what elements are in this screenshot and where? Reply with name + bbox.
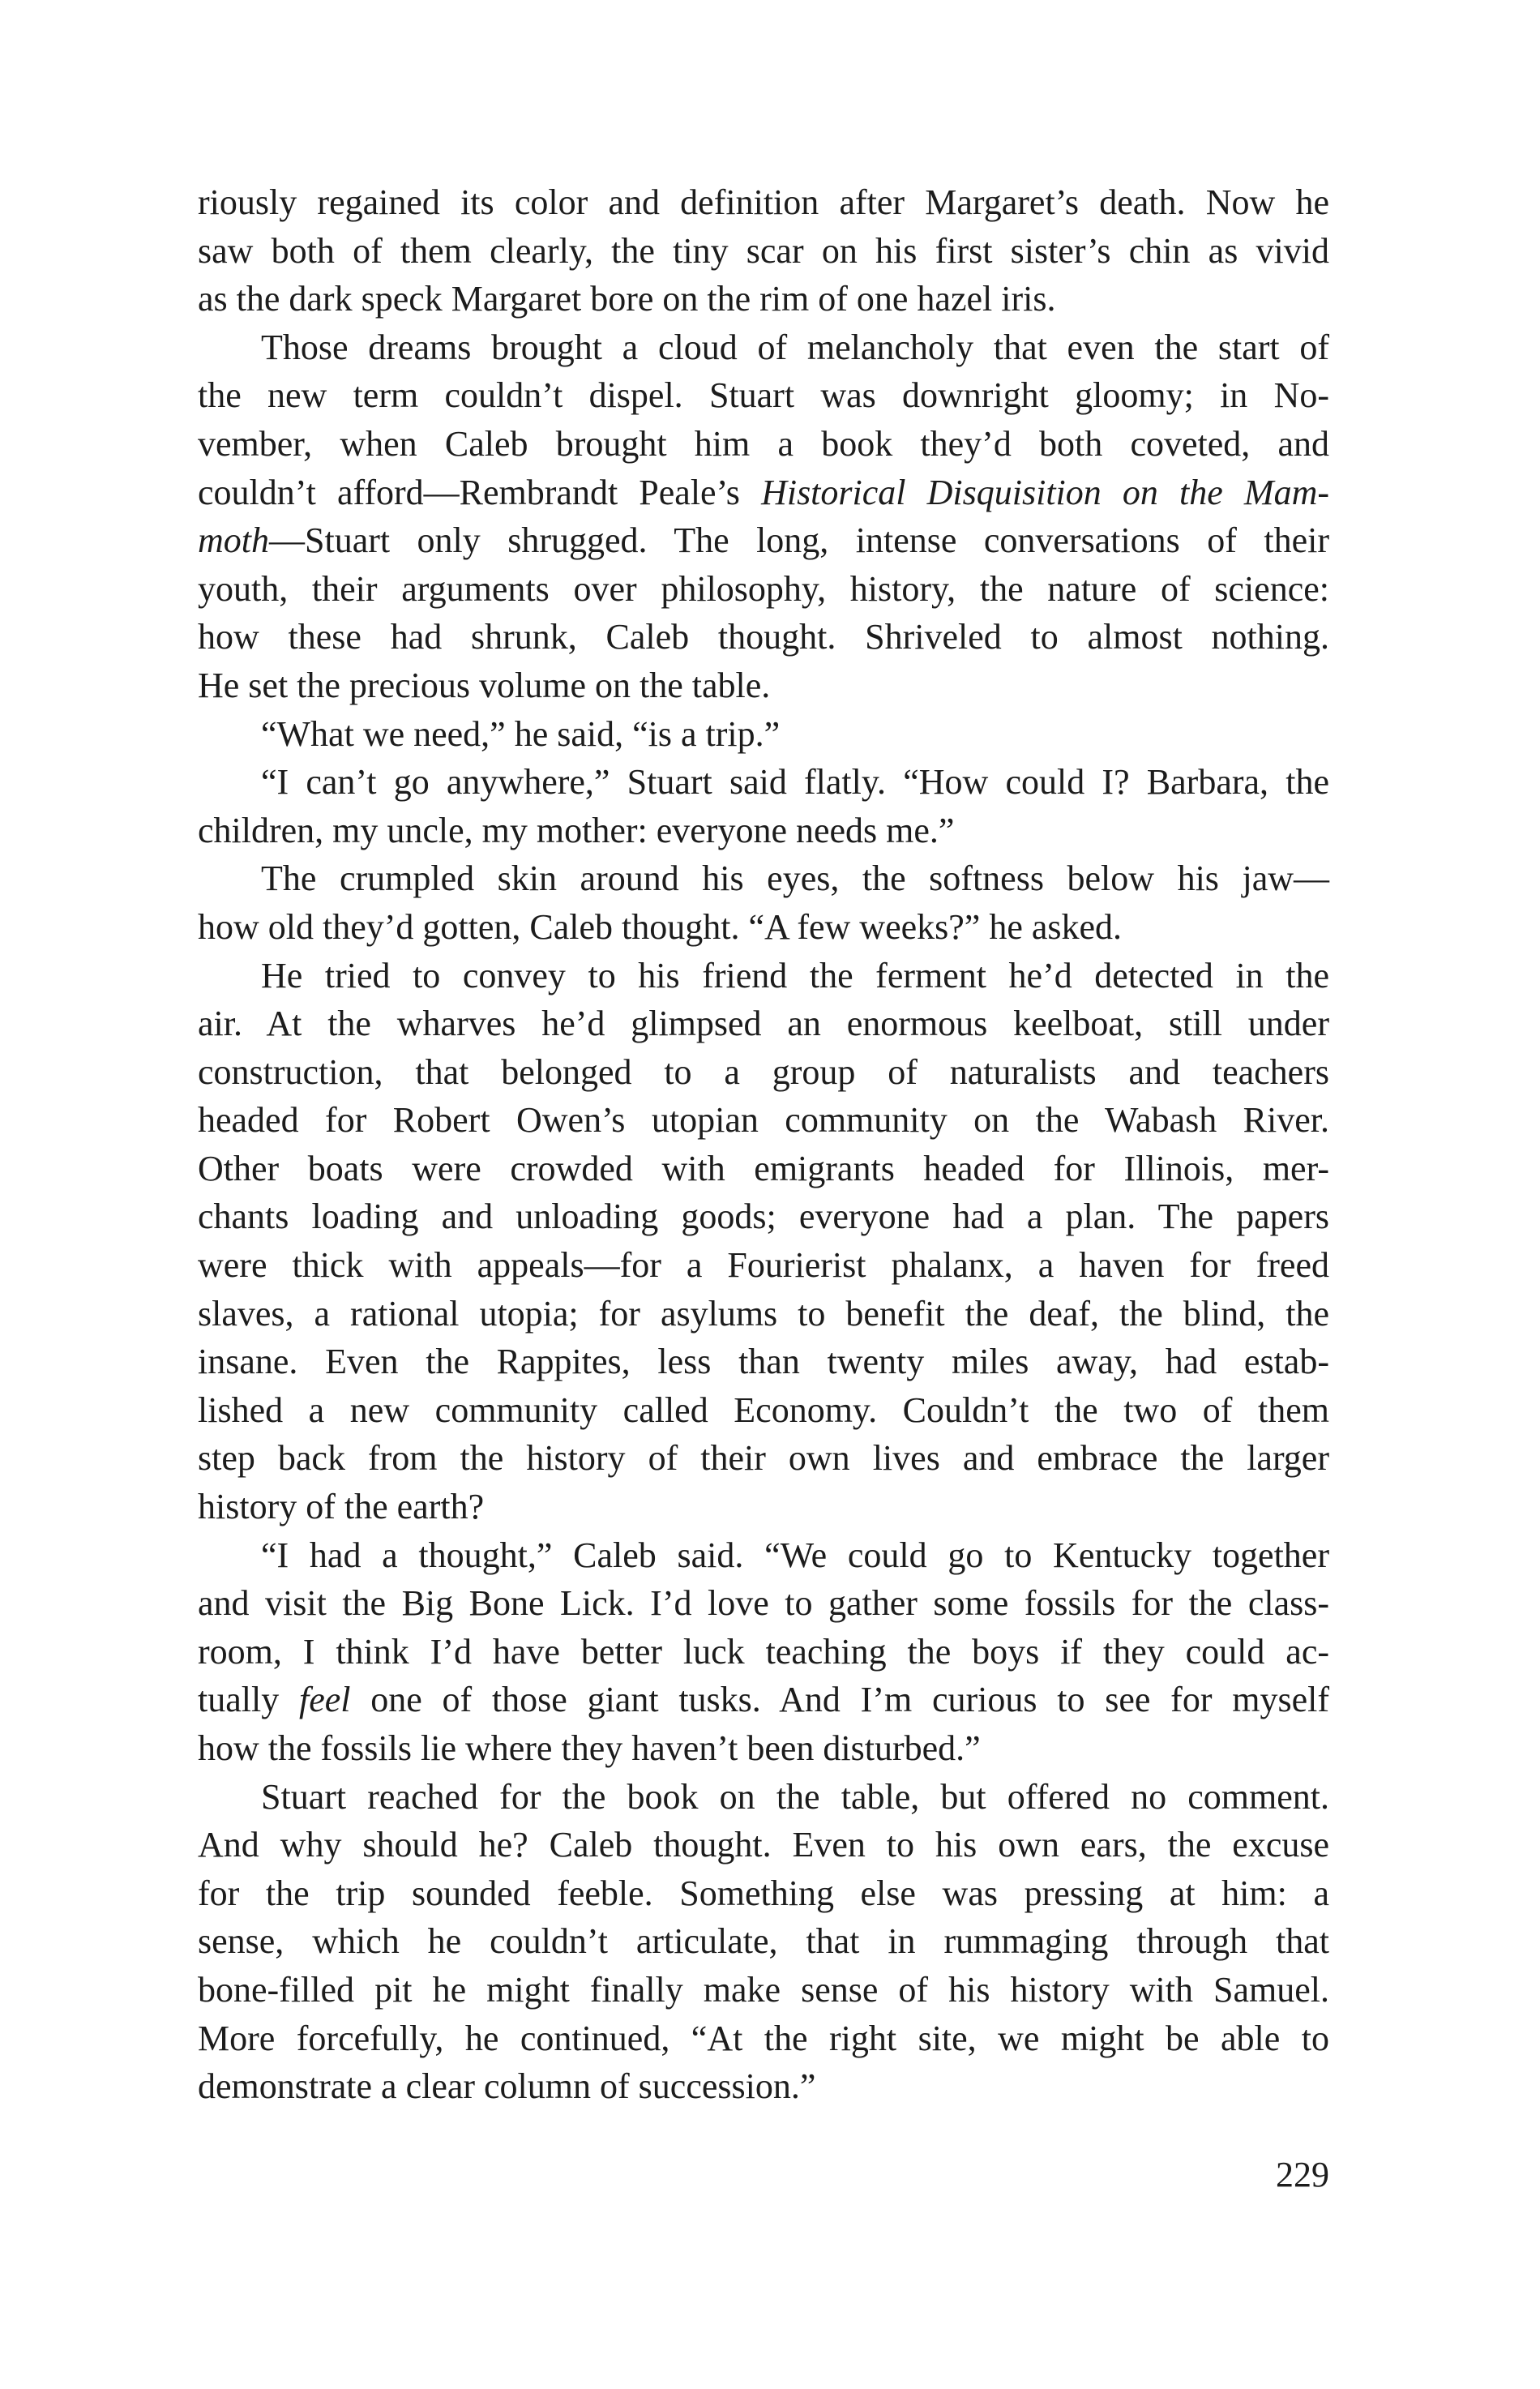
book-title-italic: moth <box>198 520 269 561</box>
text-line: Other boats were crowded with emigrants headed for Illinois, mer- <box>198 1148 1329 1188</box>
text-line: construction, that belonged to a group of naturalists and teachers <box>198 1051 1329 1092</box>
text-line: how old they’d gotten, Caleb thought. “A few weeks?” he asked. <box>198 906 1123 947</box>
text-line: how these had shrunk, Caleb thought. Shriveled to almost nothing. <box>198 617 1329 657</box>
text-line: for the trip sounded feeble. Something else was pressing at him: a <box>198 1873 1329 1913</box>
text-line: history of the earth? <box>198 1487 485 1527</box>
text-line: “I can’t go anywhere,” Stuart said flatly. “How could I? Barbara, the <box>261 762 1329 803</box>
text-line: sense, which he couldn’t articulate, that in rummaging through that <box>198 1921 1329 1962</box>
text-line <box>198 469 1329 517</box>
text-line: Those dreams brought a cloud of melancholy that even the start of <box>261 327 1329 367</box>
text-line: headed for Robert Owen’s utopian community on the Wabash River. <box>198 1100 1329 1141</box>
text-line: were thick with appeals—for a Fourierist phalanx, a haven for freed <box>198 1245 1329 1286</box>
text-line: room, I think I’d have better luck teaching the boys if they could ac- <box>198 1631 1329 1672</box>
text-line: He tried to convey to his friend the ferment he’d detected in the <box>261 955 1329 995</box>
text-span: tually <box>198 1680 299 1720</box>
text-line: riously regained its color and definition after Margaret’s death. Now he <box>198 182 1329 222</box>
text-line: and visit the Big Bone Lick. I’d love to gather some fossils for the class- <box>198 1583 1329 1624</box>
text-line: insane. Even the Rappites, less than twenty miles away, had estab- <box>198 1342 1329 1382</box>
text-line: children, my uncle, my mother: everyone needs me.” <box>198 810 955 850</box>
text-span: —Stuart only shrugged. The long, intense conversations of their <box>269 520 1329 561</box>
text-line: “I had a thought,” Caleb said. “We could go to Kentucky together <box>261 1535 1329 1575</box>
text-line: bone-filled pit he might finally make sense of his history with Samuel. <box>198 1969 1329 2010</box>
text-line: “What we need,” he said, “is a trip.” <box>261 713 781 754</box>
emphasis-italic: feel <box>298 1680 351 1720</box>
text-line: step back from the history of their own lives and embrace the larger <box>198 1438 1329 1479</box>
text-line: chants loading and unloading goods; everyone had a plan. The papers <box>198 1197 1329 1237</box>
text-span: couldn’t afford—Rembrandt Peale’s <box>198 472 762 512</box>
text-line: youth, their arguments over philosophy, history, the nature of science: <box>198 568 1329 609</box>
text-line: the new term couldn’t dispel. Stuart was downright gloomy; in No- <box>198 375 1329 416</box>
text-line: vember, when Caleb brought him a book they’d both coveted, and <box>198 423 1329 464</box>
text-line: air. At the wharves he’d glimpsed an enormous keelboat, still under <box>198 1004 1329 1044</box>
text-line: demonstrate a clear column of succession.” <box>198 2066 816 2107</box>
text-line: how the fossils lie where they haven’t been disturbed.” <box>198 1728 981 1768</box>
page-number: 229 <box>1276 2155 1329 2194</box>
text-span: one of those giant tusks. And I’m curious to see for myself <box>350 1680 1329 1720</box>
text-line <box>198 1676 1329 1724</box>
book-title-italic: Historical Disquisition on the Mam- <box>761 472 1329 512</box>
text-line: The crumpled skin around his eyes, the softness below his jaw— <box>261 858 1329 899</box>
text-line: And why should he? Caleb thought. Even to his own ears, the excuse <box>198 1825 1329 1865</box>
text-line: as the dark speck Margaret bore on the rim of one hazel iris. <box>198 279 1056 319</box>
body-text <box>198 178 1329 2111</box>
text-line: slaves, a rational utopia; for asylums to benefit the deaf, the blind, the <box>198 1293 1329 1334</box>
text-line: Stuart reached for the book on the table, but offered no comment. <box>261 1776 1329 1817</box>
text-line: lished a new community called Economy. Couldn’t the two of them <box>198 1389 1329 1430</box>
text-line <box>198 516 1329 565</box>
text-line: He set the precious volume on the table. <box>198 665 771 705</box>
text-line: More forcefully, he continued, “At the right site, we might be able to <box>198 2018 1329 2058</box>
text-line: saw both of them clearly, the tiny scar on his first sister’s chin as vivid <box>198 230 1329 271</box>
